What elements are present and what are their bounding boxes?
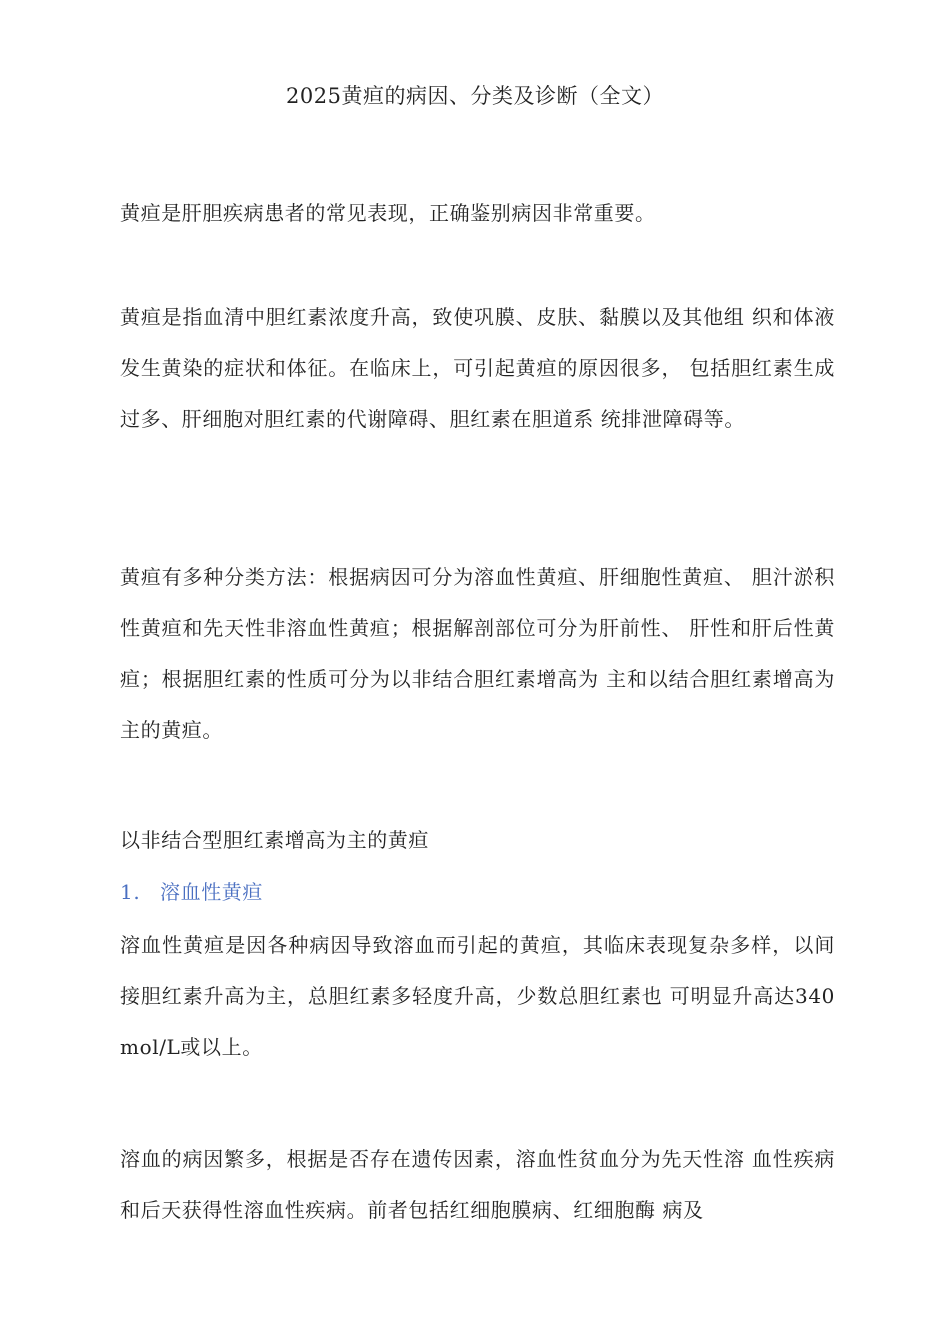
hemolysis-cause-paragraph: 溶血的病因繁多，根据是否存在遗传因素，溶血性贫血分为先天性溶 血性疾病和后天获得性溶血性疾病。前者包括红细胞膜病、红细胞酶 病及 [120,1147,835,1222]
classification-paragraph: 黄疸有多种分类方法：根据病因可分为溶血性黄疸、肝细胞性黄疸、 胆汁淤积性黄疸和先天性非溶血性黄疸；根据解剖部位可分为肝前性、 肝性和肝后性黄疸；根据胆红素的性质可分为以非结合胆红素增高为 主和以结合胆红素增高为主的黄疸。 [120,565,835,742]
subsection-heading [120,878,263,906]
definition-paragraph: 黄疸是指血清中胆红素浓度升高，致使巩膜、皮肤、黏膜以及其他组 织和体液发生黄染的症状和体征。在临床上，可引起黄疸的原因很多， 包括胆红素生成过多、肝细胞对胆红素的代谢障碍、胆红素在胆道系 统排泄障碍等。 [120,305,835,431]
document-title: 2025黄疸的病因、分类及诊断（全文） [286,84,664,108]
subsection-number: 1. [120,880,141,904]
subsection-label: 溶血性黄疸 [160,880,263,904]
hemolytic-jaundice-paragraph: 溶血性黄疸是因各种病因导致溶血而引起的黄疸，其临床表现复杂多样，以间接胆红素升高为主，总胆红素多轻度升高，少数总胆红素也 可明显升高达340 mol/L或以上。 [120,933,835,1059]
intro-paragraph: 黄疸是肝胆疾病患者的常见表现，正确鉴别病因非常重要。 [120,201,656,225]
section-heading: 以非结合型胆红素增高为主的黄疸 [120,828,429,852]
